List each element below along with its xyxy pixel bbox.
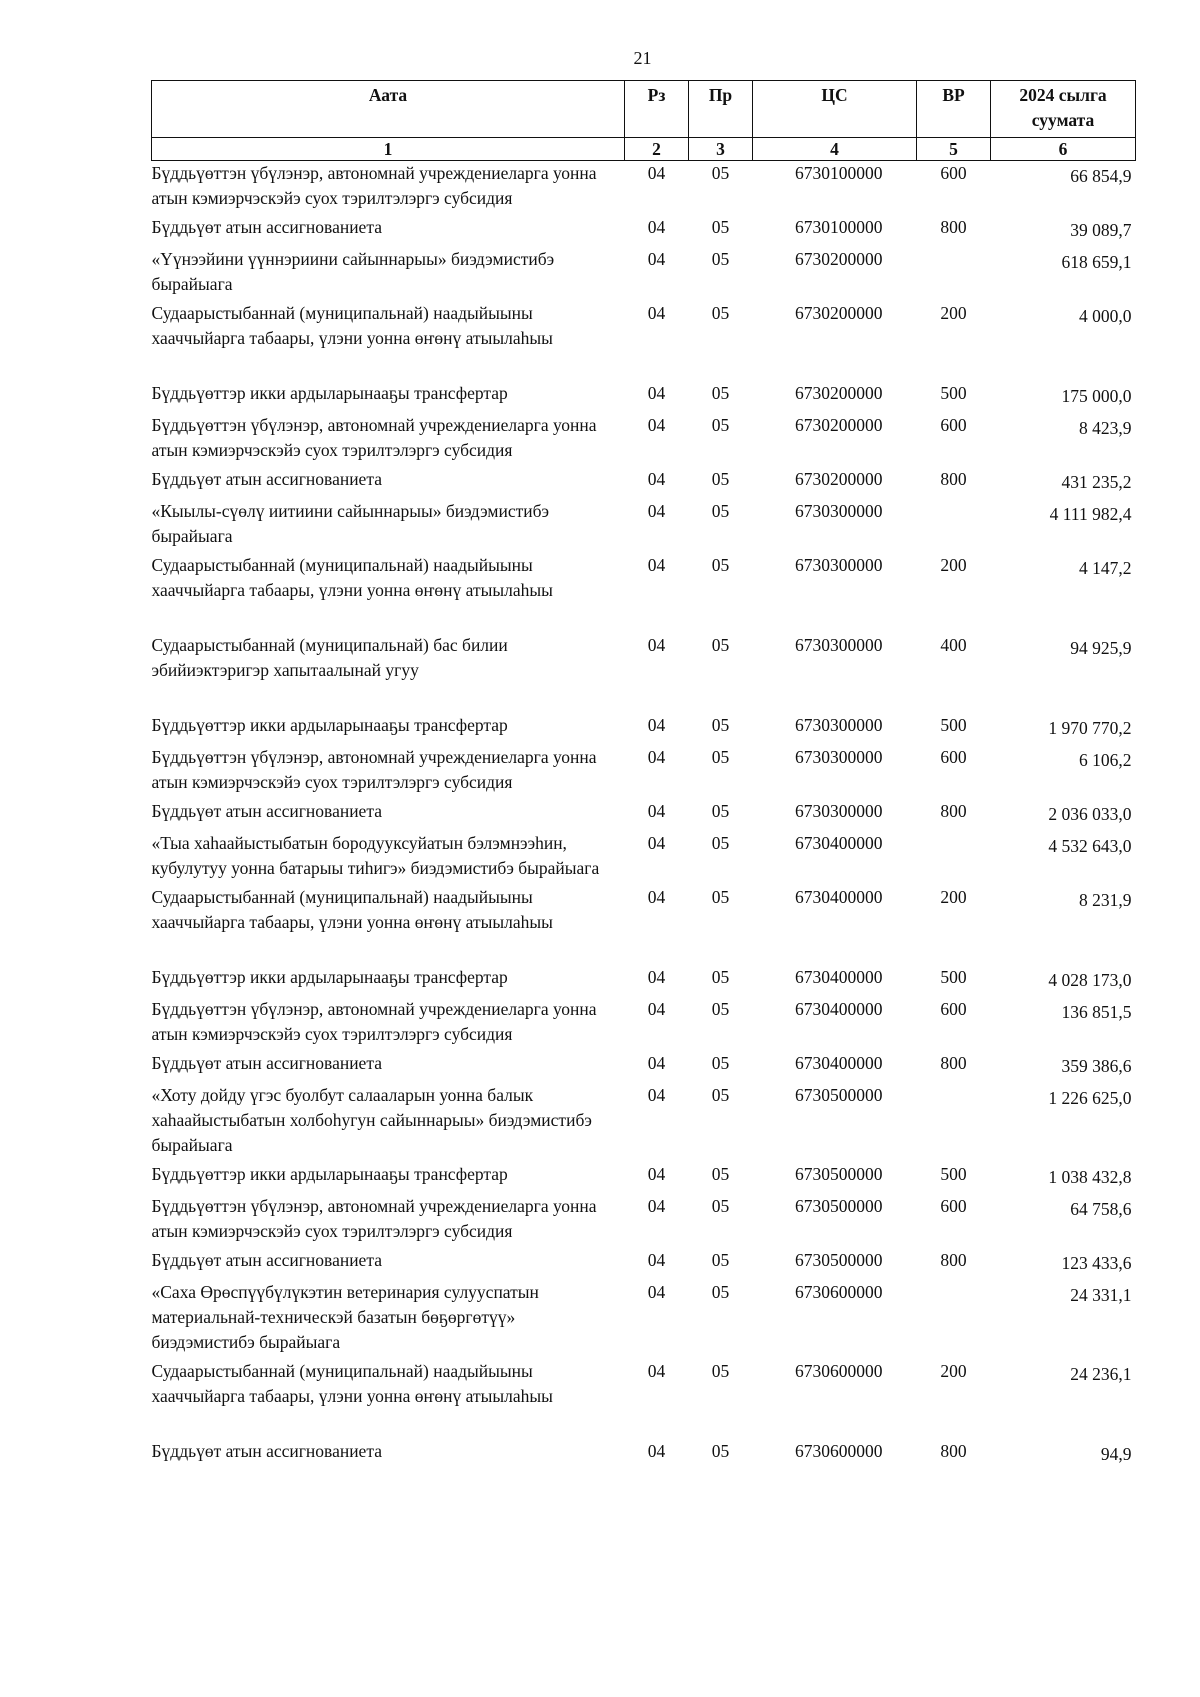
row-pr: 05 bbox=[711, 967, 730, 987]
table-row bbox=[152, 553, 1136, 633]
row-vr bbox=[917, 1083, 991, 1162]
row-rz: 04 bbox=[647, 383, 666, 403]
row-pr: 05 bbox=[711, 1164, 730, 1184]
row-rz: 04 bbox=[647, 1250, 666, 1270]
row-sum: 136 851,5 bbox=[1061, 1002, 1132, 1022]
row-name: Бүддьүөттэн үбүлэнэр, автономнай учреждениеларга уонна атын кэмиэрчэскэйэ суох тэрилтэлэргэ субсидия bbox=[151, 415, 597, 460]
row-cs: 6730500000 bbox=[795, 1250, 883, 1270]
header-name: Аата bbox=[152, 81, 625, 138]
table-row bbox=[152, 885, 1136, 965]
row-vr: 800 bbox=[940, 1441, 967, 1461]
header-num-5: 5 bbox=[917, 138, 991, 161]
row-pr: 05 bbox=[711, 999, 730, 1019]
row-sum: 431 235,2 bbox=[1061, 472, 1132, 492]
row-name: Бүддьүөттэн үбүлэнэр, автономнай учреждениеларга уонна атын кэмиэрчэскэйэ суох тэрилтэлэргэ субсидия bbox=[151, 1196, 597, 1241]
row-rz: 04 bbox=[647, 833, 666, 853]
header-num-2: 2 bbox=[625, 138, 689, 161]
row-cs: 6730300000 bbox=[795, 715, 883, 735]
table-row bbox=[152, 161, 1136, 216]
row-name: Бүддьүөт атын ассигнованиета bbox=[151, 1250, 382, 1270]
row-vr: 400 bbox=[940, 635, 967, 655]
header-sum: 2024 сылга суумата bbox=[991, 81, 1136, 138]
row-rz: 04 bbox=[647, 1053, 666, 1073]
header-cs: ЦС bbox=[753, 81, 917, 138]
row-rz: 04 bbox=[647, 303, 666, 323]
table-row bbox=[152, 215, 1136, 247]
row-pr: 05 bbox=[711, 1361, 730, 1381]
row-rz: 04 bbox=[647, 217, 666, 237]
table-row bbox=[152, 997, 1136, 1051]
row-pr: 05 bbox=[711, 163, 730, 183]
row-rz: 04 bbox=[647, 501, 666, 521]
page-number: 21 bbox=[633, 48, 652, 68]
row-cs: 6730500000 bbox=[795, 1085, 883, 1105]
row-sum: 359 386,6 bbox=[1061, 1056, 1132, 1076]
table-row bbox=[152, 1439, 1136, 1471]
row-vr: 800 bbox=[940, 801, 967, 821]
row-vr bbox=[917, 499, 991, 553]
row-name: Бүддьүөт атын ассигнованиета bbox=[151, 1053, 382, 1073]
row-pr: 05 bbox=[711, 833, 730, 853]
row-pr: 05 bbox=[711, 1196, 730, 1216]
row-vr: 500 bbox=[940, 967, 967, 987]
row-cs: 6730500000 bbox=[795, 1164, 883, 1184]
table-row bbox=[152, 831, 1136, 885]
row-sum: 1 970 770,2 bbox=[1048, 718, 1132, 738]
row-name: Бүддьүөттэр икки ардыларынааҕы трансфертар bbox=[151, 967, 508, 987]
row-vr: 800 bbox=[940, 1250, 967, 1270]
row-name: «Хоту дойду үгэс буолбут салааларын уонна балык хаһаайыстыбатын холбоһугун сайыннарыы» биэдэмистибэ бырайыага bbox=[151, 1085, 592, 1155]
row-vr: 600 bbox=[940, 163, 967, 183]
row-rz: 04 bbox=[647, 801, 666, 821]
row-cs: 6730400000 bbox=[795, 999, 883, 1019]
row-name: Бүддьүөттэр икки ардыларынааҕы трансфертар bbox=[151, 1164, 508, 1184]
table-row bbox=[152, 413, 1136, 467]
row-cs: 6730300000 bbox=[795, 635, 883, 655]
row-name: «Саха Өрөспүүбүлүкэтин ветеринария сулууспатын материальнай-техническэй базатын бөҕөргөтүү» биэдэмистибэ бырайыага bbox=[151, 1282, 539, 1352]
row-cs: 6730300000 bbox=[795, 747, 883, 767]
row-sum: 2 036 033,0 bbox=[1048, 804, 1132, 824]
header-num-4: 4 bbox=[753, 138, 917, 161]
row-rz: 04 bbox=[647, 1282, 666, 1302]
row-rz: 04 bbox=[647, 249, 666, 269]
row-name: Бүддьүөт атын ассигнованиета bbox=[151, 1441, 382, 1461]
row-pr: 05 bbox=[711, 801, 730, 821]
row-sum: 4 000,0 bbox=[1079, 306, 1132, 326]
row-cs: 6730100000 bbox=[795, 217, 883, 237]
row-rz: 04 bbox=[647, 887, 666, 907]
row-cs: 6730600000 bbox=[795, 1441, 883, 1461]
row-cs: 6730200000 bbox=[795, 383, 883, 403]
row-rz: 04 bbox=[647, 1361, 666, 1381]
row-vr: 600 bbox=[940, 1196, 967, 1216]
row-cs: 6730600000 bbox=[795, 1361, 883, 1381]
row-vr: 800 bbox=[940, 1053, 967, 1073]
row-sum: 39 089,7 bbox=[1070, 220, 1132, 240]
row-name: «Үүнээйини үүннэриини сайыннарыы» биэдэмистибэ бырайыага bbox=[151, 249, 555, 294]
header-num-1: 1 bbox=[152, 138, 625, 161]
row-cs: 6730300000 bbox=[795, 801, 883, 821]
row-rz: 04 bbox=[647, 747, 666, 767]
row-cs: 6730400000 bbox=[795, 833, 883, 853]
row-vr bbox=[917, 1280, 991, 1359]
row-sum: 8 423,9 bbox=[1079, 418, 1132, 438]
row-pr: 05 bbox=[711, 1282, 730, 1302]
table-row bbox=[152, 381, 1136, 413]
table-row bbox=[152, 799, 1136, 831]
header-vr: ВР bbox=[917, 81, 991, 138]
header-rz: Рз bbox=[625, 81, 689, 138]
row-vr: 500 bbox=[940, 1164, 967, 1184]
row-rz: 04 bbox=[647, 1164, 666, 1184]
row-pr: 05 bbox=[711, 415, 730, 435]
row-sum: 1 226 625,0 bbox=[1048, 1088, 1132, 1108]
row-cs: 6730400000 bbox=[795, 887, 883, 907]
row-sum: 64 758,6 bbox=[1070, 1199, 1132, 1219]
row-pr: 05 bbox=[711, 555, 730, 575]
row-name: Бүддьүөт атын ассигнованиета bbox=[151, 217, 382, 237]
row-sum: 94 925,9 bbox=[1070, 638, 1132, 658]
row-rz: 04 bbox=[647, 555, 666, 575]
row-pr: 05 bbox=[711, 383, 730, 403]
row-cs: 6730400000 bbox=[795, 1053, 883, 1073]
table-row bbox=[152, 1280, 1136, 1359]
row-sum: 4 532 643,0 bbox=[1048, 836, 1132, 856]
row-name: Бүддьүөттэр икки ардыларынааҕы трансфертар bbox=[151, 383, 508, 403]
row-rz: 04 bbox=[647, 469, 666, 489]
row-name: Бүддьүөттэн үбүлэнэр, автономнай учреждениеларга уонна атын кэмиэрчэскэйэ суох тэрилтэлэргэ субсидия bbox=[151, 163, 597, 208]
table-row bbox=[152, 1248, 1136, 1280]
row-sum: 123 433,6 bbox=[1061, 1253, 1132, 1273]
row-vr: 600 bbox=[940, 747, 967, 767]
table-row bbox=[152, 745, 1136, 799]
header-pr: Пр bbox=[689, 81, 753, 138]
row-rz: 04 bbox=[647, 715, 666, 735]
row-name: Бүддьүөттэн үбүлэнэр, автономнай учреждениеларга уонна атын кэмиэрчэскэйэ суох тэрилтэлэргэ субсидия bbox=[151, 747, 597, 792]
row-cs: 6730300000 bbox=[795, 501, 883, 521]
row-pr: 05 bbox=[711, 1441, 730, 1461]
row-name: Бүддьүөт атын ассигнованиета bbox=[151, 801, 382, 821]
table-row bbox=[152, 247, 1136, 301]
table-body bbox=[152, 161, 1136, 1472]
row-vr: 600 bbox=[940, 415, 967, 435]
row-cs: 6730200000 bbox=[795, 303, 883, 323]
row-name: Бүддьүөттэр икки ардыларынааҕы трансфертар bbox=[151, 715, 508, 735]
row-pr: 05 bbox=[711, 887, 730, 907]
table-row bbox=[152, 1051, 1136, 1083]
row-sum: 24 331,1 bbox=[1070, 1285, 1132, 1305]
row-name: Судаарыстыбаннай (муниципальнай) наадыйыыны хааччыйарга табаары, үлэни уонна өҥөнү атыылаһыы bbox=[151, 887, 553, 932]
row-name: Судаарыстыбаннай (муниципальнай) наадыйыыны хааччыйарга табаары, үлэни уонна өҥөнү атыылаһыы bbox=[151, 555, 553, 600]
table-row bbox=[152, 499, 1136, 553]
row-sum: 175 000,0 bbox=[1061, 386, 1132, 406]
row-name: Судаарыстыбаннай (муниципальнай) бас билии эбийиэктэригэр хапытаалынай угуу bbox=[151, 635, 508, 680]
row-vr: 800 bbox=[940, 217, 967, 237]
table-row bbox=[152, 301, 1136, 381]
row-cs: 6730200000 bbox=[795, 469, 883, 489]
row-sum: 66 854,9 bbox=[1070, 166, 1132, 186]
row-pr: 05 bbox=[711, 715, 730, 735]
table-row bbox=[152, 1359, 1136, 1439]
row-name: Судаарыстыбаннай (муниципальнай) наадыйыыны хааччыйарга табаары, үлэни уонна өҥөнү атыылаһыы bbox=[151, 1361, 553, 1406]
row-vr: 200 bbox=[940, 555, 967, 575]
row-rz: 04 bbox=[647, 163, 666, 183]
row-sum: 8 231,9 bbox=[1079, 890, 1132, 910]
table-row bbox=[152, 965, 1136, 997]
row-pr: 05 bbox=[711, 1053, 730, 1073]
row-vr bbox=[917, 247, 991, 301]
row-pr: 05 bbox=[711, 303, 730, 323]
row-cs: 6730400000 bbox=[795, 967, 883, 987]
row-rz: 04 bbox=[647, 1196, 666, 1216]
budget-table bbox=[151, 80, 1136, 1471]
row-name: «Тыа хаһаайыстыбатын бородууксуйатын бэлэмнээһин, кубулутуу уонна батарыы тиһигэ» биэдэмистибэ бырайыага bbox=[151, 833, 600, 878]
row-pr: 05 bbox=[711, 501, 730, 521]
row-pr: 05 bbox=[711, 1085, 730, 1105]
row-vr bbox=[917, 831, 991, 885]
row-sum: 4 028 173,0 bbox=[1048, 970, 1132, 990]
row-vr: 800 bbox=[940, 469, 967, 489]
header-num-3: 3 bbox=[689, 138, 753, 161]
row-pr: 05 bbox=[711, 249, 730, 269]
header-number-row bbox=[152, 138, 1136, 161]
header-row bbox=[152, 81, 1136, 138]
row-vr: 500 bbox=[940, 383, 967, 403]
header-num-6: 6 bbox=[991, 138, 1136, 161]
row-pr: 05 bbox=[711, 217, 730, 237]
row-rz: 04 bbox=[647, 415, 666, 435]
row-name: Бүддьүөт атын ассигнованиета bbox=[151, 469, 382, 489]
row-rz: 04 bbox=[647, 999, 666, 1019]
row-vr: 200 bbox=[940, 303, 967, 323]
table-row bbox=[152, 713, 1136, 745]
row-sum: 1 038 432,8 bbox=[1048, 1167, 1132, 1187]
row-rz: 04 bbox=[647, 1441, 666, 1461]
row-sum: 6 106,2 bbox=[1079, 750, 1132, 770]
row-pr: 05 bbox=[711, 747, 730, 767]
row-rz: 04 bbox=[647, 1085, 666, 1105]
row-rz: 04 bbox=[647, 635, 666, 655]
row-sum: 618 659,1 bbox=[1061, 252, 1132, 272]
row-cs: 6730100000 bbox=[795, 163, 883, 183]
row-sum: 24 236,1 bbox=[1070, 1364, 1132, 1384]
row-cs: 6730200000 bbox=[795, 249, 883, 269]
row-cs: 6730600000 bbox=[795, 1282, 883, 1302]
table-row bbox=[152, 1083, 1136, 1162]
table-row bbox=[152, 633, 1136, 713]
row-cs: 6730500000 bbox=[795, 1196, 883, 1216]
table-row bbox=[152, 1194, 1136, 1248]
row-pr: 05 bbox=[711, 635, 730, 655]
row-vr: 200 bbox=[940, 1361, 967, 1381]
row-vr: 500 bbox=[940, 715, 967, 735]
row-name: Судаарыстыбаннай (муниципальнай) наадыйыыны хааччыйарга табаары, үлэни уонна өҥөнү атыылаһыы bbox=[151, 303, 553, 348]
row-cs: 6730200000 bbox=[795, 415, 883, 435]
row-rz: 04 bbox=[647, 967, 666, 987]
row-pr: 05 bbox=[711, 1250, 730, 1270]
row-vr: 600 bbox=[940, 999, 967, 1019]
row-vr: 200 bbox=[940, 887, 967, 907]
row-pr: 05 bbox=[711, 469, 730, 489]
row-cs: 6730300000 bbox=[795, 555, 883, 575]
table-row bbox=[152, 467, 1136, 499]
row-sum: 4 147,2 bbox=[1079, 558, 1132, 578]
row-sum: 4 111 982,4 bbox=[1049, 504, 1132, 524]
row-name: «Кыылы-сүөлү иитиини сайыннарыы» биэдэмистибэ бырайыага bbox=[151, 501, 550, 546]
row-sum: 94,9 bbox=[1100, 1444, 1132, 1464]
row-name: Бүддьүөттэн үбүлэнэр, автономнай учреждениеларга уонна атын кэмиэрчэскэйэ суох тэрилтэлэргэ субсидия bbox=[151, 999, 597, 1044]
table-row bbox=[152, 1162, 1136, 1194]
